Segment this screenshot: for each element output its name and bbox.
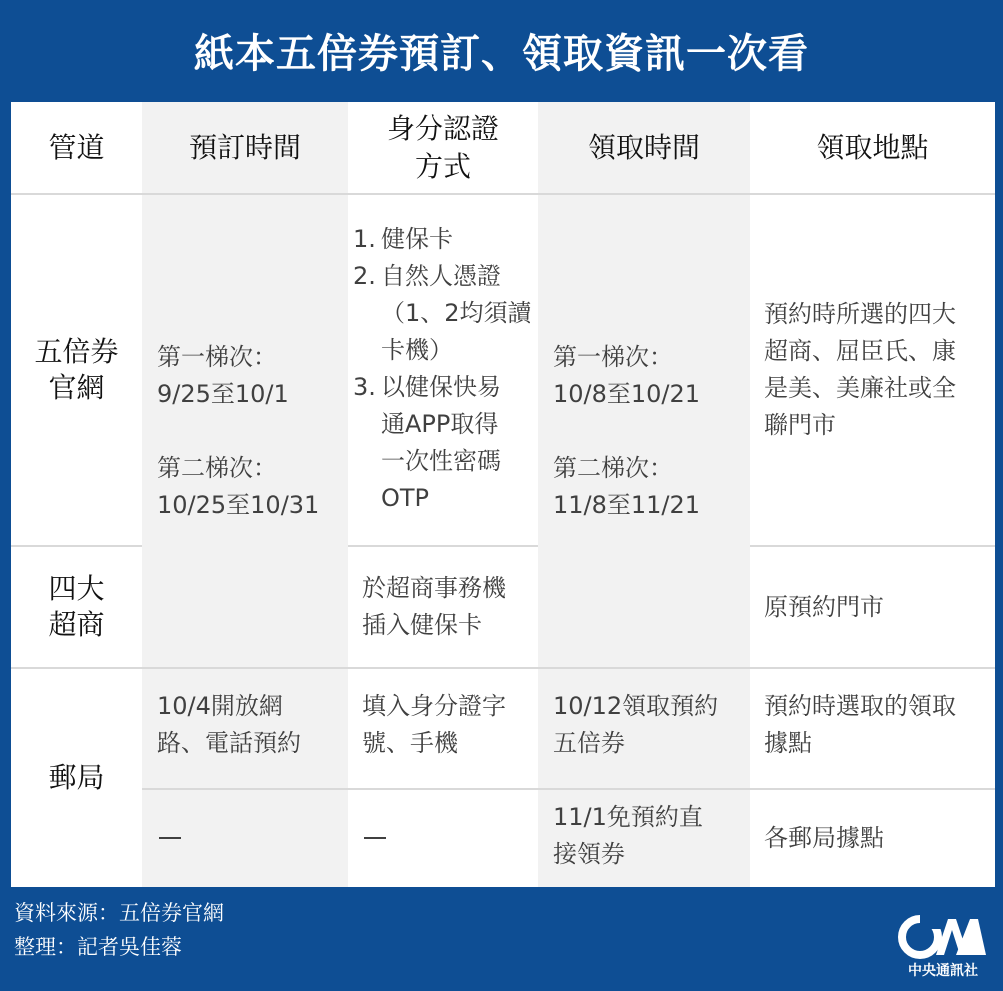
post-pickup-line1: 10/12領取預約 (553, 692, 719, 720)
footer-editor: 整理：記者吳佳蓉 (14, 935, 182, 959)
place-official (750, 194, 995, 546)
header-reserve-time: 預訂時間 (142, 102, 348, 194)
footer-source: 資料來源：五倍券官網 (14, 901, 224, 925)
row-label-official (11, 194, 142, 546)
pickup-batch2-label: 第二梯次： (553, 454, 673, 482)
post-place-line1: 預約時選取的領取 (764, 692, 956, 720)
row-label-post: 郵局 (48, 760, 105, 794)
post-place-line2: 據點 (764, 729, 812, 757)
header-channel: 管道 (48, 131, 105, 164)
divider (750, 545, 995, 547)
reserve-batch1-label: 第一梯次： (157, 343, 277, 371)
header-pickup-time: 領取時間 (538, 102, 750, 194)
footer (14, 896, 224, 964)
post2-reserve-empty (142, 789, 348, 887)
header-auth-line2: 方式 (414, 150, 471, 183)
auth-official-list (353, 221, 538, 517)
post-auth-line2: 號、手機 (362, 729, 458, 757)
post2-auth-empty (348, 789, 538, 887)
post-place (750, 668, 995, 789)
auth-stores (348, 546, 538, 668)
header-pickup-place: 領取地點 (816, 131, 929, 164)
divider (142, 788, 995, 790)
post-pickup (538, 668, 750, 789)
list-item: 一次性密碼 (381, 447, 501, 475)
post2-pickup (538, 789, 750, 887)
dash-icon (364, 837, 386, 839)
auth-official (348, 194, 538, 546)
list-item: 通APP取得 (381, 410, 499, 438)
post-auth-line1: 填入身分證字 (362, 692, 506, 720)
reserve-batch2-range: 10/25至10/31 (157, 491, 320, 519)
row-label-stores (11, 546, 142, 668)
auth-stores-line1: 於超商事務機 (362, 574, 506, 602)
place-official-line1: 預約時所選的四大 (764, 300, 956, 328)
post-pickup-line2: 五倍券 (553, 729, 625, 757)
row-label-stores-line1: 四大 (48, 572, 105, 605)
header-auth (348, 102, 538, 194)
pickup-batch2-range: 11/8至11/21 (553, 491, 701, 519)
post-reserve-line2: 路、電話預約 (157, 729, 301, 757)
post-reserve (142, 668, 348, 789)
pickup-batch1-range: 10/8至10/21 (553, 380, 701, 408)
list-item: 2. 自然人憑證 (353, 262, 501, 290)
row-label-official-line2: 官網 (48, 371, 105, 404)
place-official-line4: 聯門市 (764, 411, 836, 439)
pickup-batch1-label: 第一梯次： (553, 343, 673, 371)
post2-place: 各郵局據點 (764, 823, 884, 852)
row-label-official-line1: 五倍券 (34, 335, 119, 368)
divider (11, 193, 995, 195)
place-official-line3: 是美、美廉社或全 (764, 374, 956, 402)
divider (11, 545, 142, 547)
auth-stores-line2: 插入健保卡 (362, 611, 482, 639)
post-auth (348, 668, 538, 789)
post2-pickup-line2: 接領券 (553, 840, 625, 868)
list-item: 1. 健保卡 (353, 225, 453, 253)
list-item: 卡機） (381, 336, 453, 364)
info-table (11, 102, 995, 887)
pickup-time-batches (538, 194, 750, 668)
header-auth-line1: 身分認證 (386, 112, 499, 145)
list-item: （1、2均須讀 (381, 299, 532, 327)
page-title: 紙本五倍券預訂、領取資訊一次看 (194, 30, 809, 77)
place-stores: 原預約門市 (764, 592, 884, 621)
post2-pickup-line1: 11/1免預約直 (553, 803, 703, 831)
reserve-time-batches (142, 194, 348, 668)
list-item: OTP (381, 484, 430, 512)
post-reserve-line1: 10/4開放網 (157, 692, 283, 720)
divider (348, 545, 538, 547)
dash-icon (159, 837, 181, 839)
place-official-line2: 超商、屈臣氏、康 (764, 337, 956, 365)
reserve-batch2-label: 第二梯次： (157, 454, 277, 482)
logo-caption: 中央通訊社 (908, 963, 978, 979)
reserve-batch1-range: 9/25至10/1 (157, 380, 289, 408)
list-item: 3. 以健保快易 (353, 373, 501, 401)
row-label-stores-line2: 超商 (48, 608, 105, 641)
divider (11, 667, 995, 669)
